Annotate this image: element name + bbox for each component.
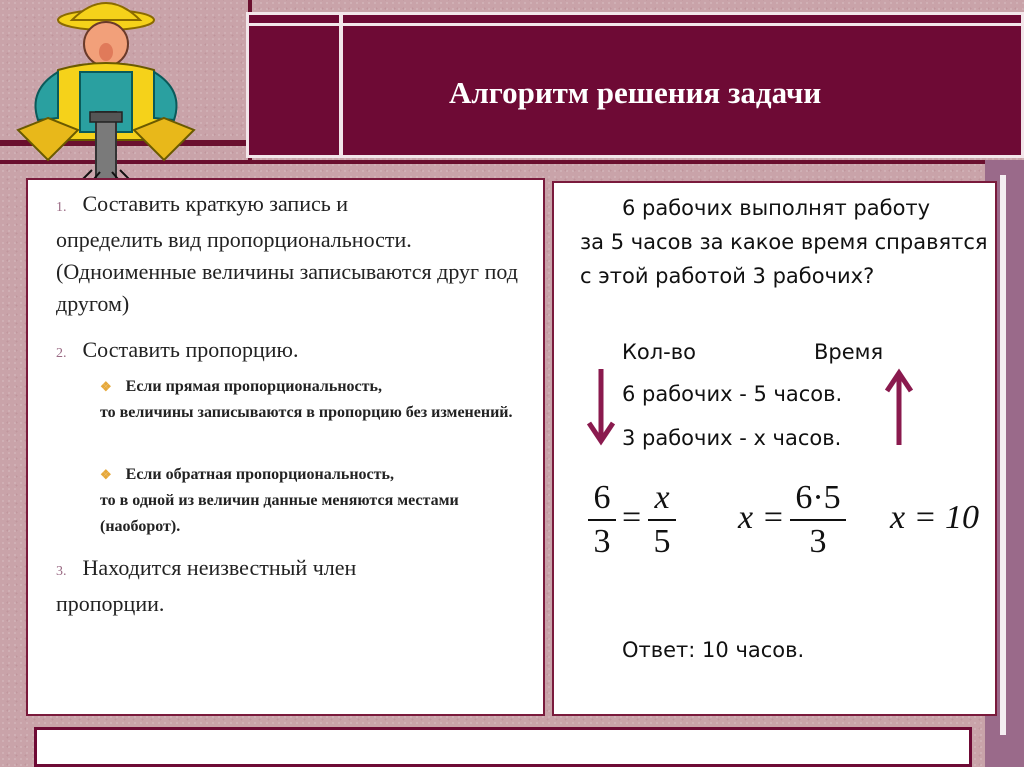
- step-3-text-line1: Находится неизвестный член: [82, 555, 357, 580]
- title-banner: [246, 12, 1024, 158]
- banner-decor-hline: [249, 23, 1021, 26]
- sub-item-direct: [100, 374, 540, 426]
- column-time-header: Время: [814, 340, 884, 364]
- bullet-icon: ❖: [100, 467, 112, 482]
- denominator-right: 5: [653, 523, 671, 560]
- step-1: [56, 188, 536, 320]
- problem-line-1: 6 рабочих выполнят работу: [622, 196, 931, 220]
- step-3-number: 3.: [56, 564, 67, 579]
- banner-decor-vline: [339, 15, 343, 155]
- sub-item-inverse: [100, 462, 540, 540]
- step-2: [56, 334, 298, 370]
- solution-equation: [738, 479, 888, 569]
- fraction-bar: [588, 519, 616, 521]
- step-3: [56, 552, 536, 620]
- fraction-right: [648, 479, 676, 561]
- sub-item-inverse-rest: то в одной из величин данные меняются местами (наоборот).: [100, 492, 459, 535]
- fraction-bar: [790, 519, 846, 521]
- numerator-right: x: [654, 479, 670, 516]
- column-quantity-header: Кол-во: [622, 340, 696, 364]
- step-1-text-line1: Составить краткую запись и: [82, 191, 349, 216]
- result-equation: x = 10: [890, 499, 980, 536]
- solution-fraction: [790, 479, 846, 561]
- numerator-left: 6: [593, 479, 611, 516]
- example-panel: [552, 181, 997, 716]
- page-title: Алгоритм решения задачи: [449, 75, 822, 110]
- step-2-text: Составить пропорцию.: [82, 337, 299, 362]
- step-3-text-rest: пропорции.: [56, 591, 165, 616]
- problem-rest: за 5 часов за какое время справятся с этой работой 3 рабочих?: [580, 230, 988, 288]
- problem-statement: [580, 191, 990, 293]
- fraction-left: [588, 479, 616, 561]
- solution-lhs: x =: [738, 499, 785, 536]
- bottom-decor-box: [34, 727, 972, 767]
- algorithm-panel: [26, 178, 545, 716]
- step-1-text-rest: определить вид пропорциональности. (Одноименные величины записываются друг под другом): [56, 227, 518, 316]
- sub-item-inverse-first: Если обратная пропорциональность,: [125, 466, 394, 483]
- row-1: 6 рабочих - 5 часов.: [622, 382, 843, 406]
- arrow-up-icon: [884, 367, 914, 447]
- step-2-number: 2.: [56, 346, 67, 361]
- denominator-left: 3: [593, 523, 611, 560]
- bullet-icon: ❖: [100, 379, 112, 394]
- solution-numerator: 6·5: [795, 479, 841, 516]
- fraction-bar: [648, 519, 676, 521]
- proportion-equation: [588, 479, 718, 569]
- worker-illustration: [8, 0, 208, 190]
- equals-sign: =: [622, 499, 642, 536]
- sub-item-direct-first: Если прямая пропорциональность,: [125, 378, 382, 395]
- right-decor-line: [1000, 175, 1006, 735]
- row-2: 3 рабочих - х часов.: [622, 426, 842, 450]
- step-1-number: 1.: [56, 200, 67, 215]
- sub-item-direct-rest: то величины записываются в пропорцию без изменений.: [100, 404, 513, 421]
- arrow-down-icon: [586, 367, 616, 447]
- answer-text: Ответ: 10 часов.: [622, 638, 805, 662]
- solution-denominator: 3: [809, 523, 827, 560]
